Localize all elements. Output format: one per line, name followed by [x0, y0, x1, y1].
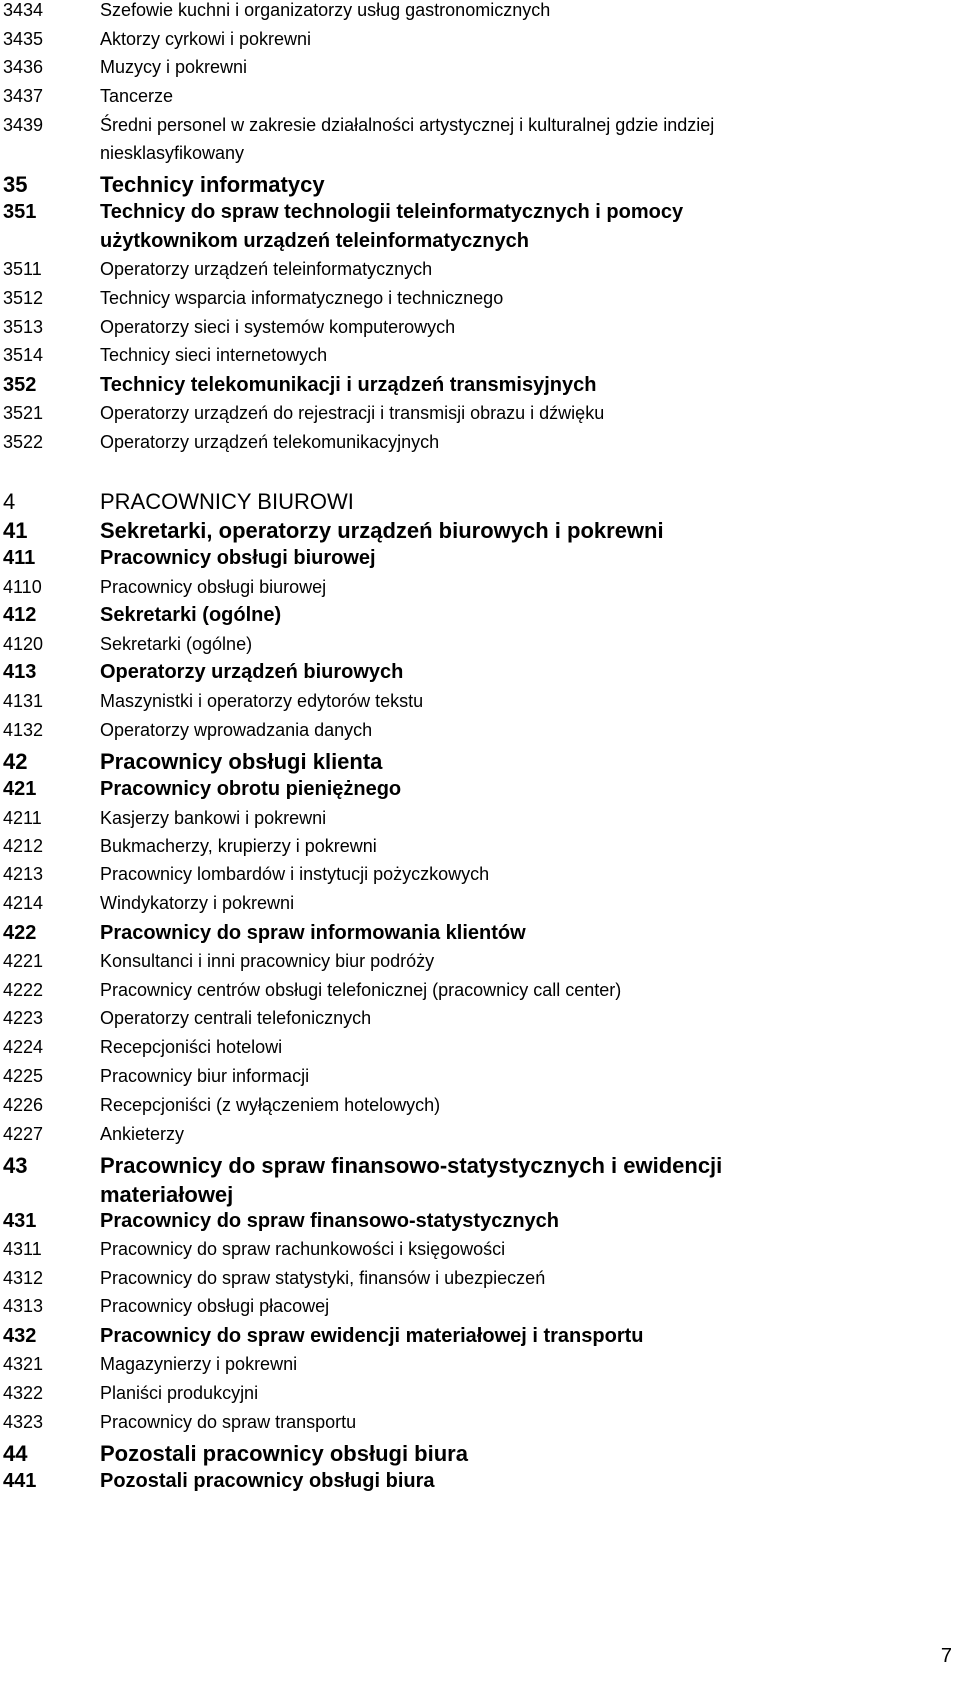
entry-code: 441: [3, 1470, 37, 1492]
entry-label: Pracownicy centrów obsługi telefonicznej (pracownicy call center): [100, 980, 622, 1000]
entry-label: Technicy telekomunikacji i urządzeń transmisyjnych: [100, 374, 597, 396]
entry-label: Operatorzy urządzeń biurowych: [100, 661, 404, 683]
entry-code: 431: [3, 1210, 37, 1232]
entry-label: Pracownicy do spraw rachunkowości i księgowości: [100, 1239, 506, 1259]
entry-code: 351: [3, 201, 37, 223]
entry-label: Technicy informatycy: [100, 172, 325, 197]
entry-code: 3435: [3, 29, 44, 49]
entry-code: 4214: [3, 893, 44, 913]
entry-label: Szefowie kuchni i organizatorzy usług gastronomicznych: [100, 0, 551, 20]
entry-label: Pracownicy do spraw informowania klientów: [100, 922, 526, 944]
entry-code: 411: [3, 547, 36, 569]
entry-code: 4322: [3, 1383, 44, 1403]
entry-code: 3522: [3, 432, 44, 452]
entry-label: Pracownicy do spraw finansowo-statystycznych: [100, 1210, 560, 1232]
entry-label: Muzycy i pokrewni: [100, 57, 248, 77]
entry-label-continuation: materiałowej: [100, 1182, 234, 1207]
entry-label: Maszynistki i operatorzy edytorów tekstu: [100, 691, 424, 711]
entry-label: Pracownicy biur informacji: [100, 1066, 310, 1086]
entry-code: 422: [3, 922, 37, 944]
entry-code: 4222: [3, 980, 44, 1000]
entry-code: 4223: [3, 1008, 44, 1028]
entry-code: 4312: [3, 1268, 44, 1288]
entry-label: Pracownicy obsługi biurowej: [100, 547, 376, 569]
entry-code: 44: [3, 1441, 28, 1466]
entry-code: 4226: [3, 1095, 44, 1115]
entry-code: 4110: [3, 577, 42, 597]
entry-label: Pracownicy obsługi płacowej: [100, 1296, 330, 1316]
entry-code: 3514: [3, 345, 44, 365]
entry-code: 4221: [3, 951, 44, 971]
entry-label: Pracownicy do spraw ewidencji materiałowej i transportu: [100, 1325, 644, 1347]
entry-code: 43: [3, 1153, 28, 1178]
entry-label: Pracownicy obsługi klienta: [100, 749, 383, 774]
entry-label: Ankieterzy: [100, 1124, 185, 1144]
entry-label: Pracownicy do spraw statystyki, finansów i ubezpieczeń: [100, 1268, 546, 1288]
entry-code: 3511: [3, 259, 42, 279]
entry-label: Pozostali pracownicy obsługi biura: [100, 1470, 435, 1492]
entry-label: Konsultanci i inni pracownicy biur podróży: [100, 951, 435, 971]
entry-label: Tancerze: [100, 86, 174, 106]
entry-code: 4131: [3, 691, 44, 711]
entry-label-continuation: użytkownikom urządzeń teleinformatycznych: [100, 230, 529, 252]
entry-code: 4311: [3, 1239, 42, 1259]
entry-label: Magazynierzy i pokrewni: [100, 1354, 298, 1374]
entry-label: Pracownicy do spraw transportu: [100, 1412, 357, 1432]
entry-code: 432: [3, 1325, 37, 1347]
entry-label: Pracownicy lombardów i instytucji pożyczkowych: [100, 864, 490, 884]
entry-code: 35: [3, 172, 28, 197]
entry-label: Technicy sieci internetowych: [100, 345, 328, 365]
entry-code: 3437: [3, 86, 44, 106]
entry-label: Windykatorzy i pokrewni: [100, 893, 295, 913]
entry-label: Bukmacherzy, krupierzy i pokrewni: [100, 836, 377, 856]
entry-label: Sekretarki (ogólne): [100, 634, 253, 654]
entry-label: Sekretarki, operatorzy urządzeń biurowych i pokrewni: [100, 518, 664, 543]
entry-code: 4224: [3, 1037, 44, 1057]
entry-code: 4323: [3, 1412, 44, 1432]
entry-code: 4212: [3, 836, 44, 856]
entry-label: Operatorzy centrali telefonicznych: [100, 1008, 372, 1028]
entry-code: 4: [3, 489, 16, 514]
entry-code: 3439: [3, 115, 44, 135]
entry-label: Operatorzy wprowadzania danych: [100, 720, 373, 740]
entry-code: 3521: [3, 403, 44, 423]
entry-label: PRACOWNICY BIUROWI: [100, 489, 354, 514]
entry-code: 413: [3, 661, 37, 683]
entry-label: Recepcjoniści hotelowi: [100, 1037, 283, 1057]
entry-label: Pozostali pracownicy obsługi biura: [100, 1441, 468, 1466]
entry-code: 42: [3, 749, 28, 774]
entry-code: 421: [3, 778, 37, 800]
entry-code: 4120: [3, 634, 44, 654]
entry-code: 4227: [3, 1124, 44, 1144]
entry-code: 412: [3, 604, 37, 626]
entry-label: Recepcjoniści (z wyłączeniem hotelowych): [100, 1095, 441, 1115]
entry-label: Operatorzy urządzeń teleinformatycznych: [100, 259, 433, 279]
entry-code: 3513: [3, 317, 44, 337]
entry-code: 41: [3, 518, 28, 543]
entry-label: Pracownicy do spraw finansowo-statystycznych i ewidencji: [100, 1153, 723, 1178]
entry-label: Kasjerzy bankowi i pokrewni: [100, 808, 327, 828]
entry-code: 4313: [3, 1296, 44, 1316]
entry-label: Operatorzy sieci i systemów komputerowych: [100, 317, 456, 337]
entry-label: Operatorzy urządzeń telekomunikacyjnych: [100, 432, 440, 452]
entry-label: Aktorzy cyrkowi i pokrewni: [100, 29, 312, 49]
entry-code: 3512: [3, 288, 44, 308]
entry-code: 3436: [3, 57, 44, 77]
entry-code: 4225: [3, 1066, 44, 1086]
entry-label-continuation: niesklasyfikowany: [100, 143, 245, 163]
entry-label: Planiści produkcyjni: [100, 1383, 259, 1403]
entry-label: Operatorzy urządzeń do rejestracji i transmisji obrazu i dźwięku: [100, 403, 605, 423]
entry-label: Technicy do spraw technologii teleinformatycznych i pomocy: [100, 201, 684, 223]
entry-label: Pracownicy obrotu pieniężnego: [100, 778, 402, 800]
entry-label: Pracownicy obsługi biurowej: [100, 577, 327, 597]
entry-code: 3434: [3, 0, 44, 20]
entry-code: 352: [3, 374, 37, 396]
entry-label: Średni personel w zakresie działalności artystycznej i kulturalnej gdzie indziej: [100, 115, 715, 135]
entry-code: 4211: [3, 808, 42, 828]
entry-code: 4213: [3, 864, 44, 884]
entry-label: Technicy wsparcia informatycznego i technicznego: [100, 288, 504, 308]
page-number: 7: [940, 1645, 952, 1667]
entry-code: 4321: [3, 1354, 44, 1374]
entry-code: 4132: [3, 720, 44, 740]
entry-label: Sekretarki (ogólne): [100, 604, 282, 626]
